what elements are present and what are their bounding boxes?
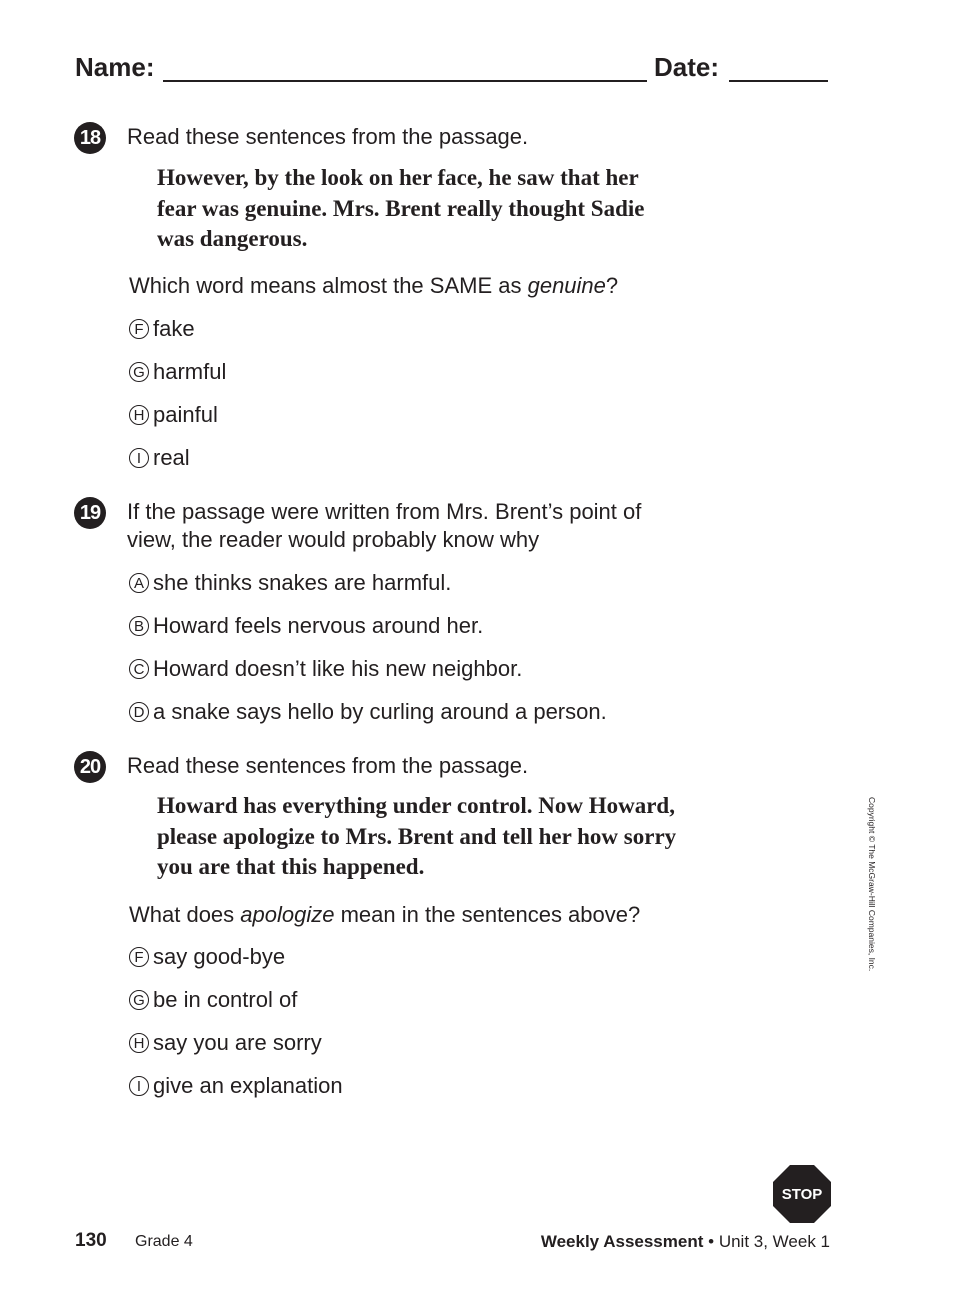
question-19-stem: If the passage were written from Mrs. Brent’s point of view, the reader would probably know why [127, 499, 642, 552]
answer-bubble[interactable]: G [129, 990, 149, 1010]
answer-bubble[interactable]: H [129, 1033, 149, 1053]
header [75, 52, 835, 92]
name-field[interactable] [163, 80, 647, 82]
answer-choice-18-g[interactable]: G harmful [129, 358, 226, 386]
stop-sign-octagon [773, 1165, 831, 1223]
answer-bubble[interactable]: F [129, 947, 149, 967]
footer-assessment: Weekly Assessment • Unit 3, Week 1 [540, 1232, 830, 1251]
question-20-prompt: What does apologize mean in the sentences above? [129, 902, 641, 927]
answer-choice-18-i[interactable]: I real [129, 444, 190, 472]
question-20-stem: Read these sentences from the passage. [127, 753, 529, 778]
answer-bubble[interactable]: D [129, 702, 149, 722]
passage-line: However, by the look on her face, he saw that her [157, 165, 639, 190]
answer-bubble[interactable]: F [129, 319, 149, 339]
answer-bubble[interactable]: A [129, 573, 149, 593]
page-number: 130 [75, 1230, 107, 1251]
passage-line: please apologize to Mrs. Brent and tell her how sorry [157, 823, 677, 849]
question-number-18: 18 [74, 122, 106, 154]
date-field[interactable] [729, 80, 828, 82]
passage-line: you are that this happened. [157, 854, 425, 879]
answer-bubble[interactable]: I [129, 448, 149, 468]
answer-choice-20-i[interactable]: I give an explanation [129, 1072, 343, 1100]
answer-choice-19-c[interactable]: C Howard doesn’t like his new neighbor. [129, 655, 522, 683]
answer-choice-20-h[interactable]: H say you are sorry [129, 1029, 322, 1057]
question-18-passage [157, 163, 644, 255]
answer-choice-20-f[interactable]: F say good-bye [129, 943, 285, 971]
answer-choice-18-f[interactable]: F fake [129, 315, 195, 343]
date-label: Date: [654, 52, 720, 82]
answer-choice-19-a[interactable]: A she thinks snakes are harmful. [129, 569, 451, 597]
passage-line: was dangerous. [157, 226, 308, 251]
answer-choice-19-d[interactable]: D a snake says hello by curling around a person. [129, 698, 607, 726]
passage-line: Howard has everything under control. Now Howard, [157, 793, 675, 818]
answer-bubble[interactable]: H [129, 405, 149, 425]
question-18-stem: Read these sentences from the passage. [127, 124, 529, 149]
question-number-19: 19 [74, 497, 106, 529]
name-label: Name: [75, 52, 155, 82]
answer-bubble[interactable]: I [129, 1076, 149, 1096]
passage-line: fear was genuine. Mrs. Brent really thought Sadie [157, 195, 645, 221]
answer-choice-18-h[interactable]: H painful [129, 401, 218, 429]
question-20-passage [157, 791, 676, 883]
question-18-prompt: Which word means almost the SAME as genuine? [129, 273, 619, 298]
copyright-notice: Copyright © The McGraw-Hill Companies, Inc. [867, 797, 877, 972]
grade-label: Grade 4 [135, 1233, 193, 1250]
answer-bubble[interactable]: G [129, 362, 149, 382]
stop-sign-icon [773, 1165, 831, 1223]
stop-sign-label: STOP [781, 1186, 823, 1203]
answer-choice-19-b[interactable]: B Howard feels nervous around her. [129, 612, 483, 640]
answer-choice-20-g[interactable]: G be in control of [129, 986, 297, 1014]
answer-bubble[interactable]: C [129, 659, 149, 679]
answer-bubble[interactable]: B [129, 616, 149, 636]
question-number-20: 20 [74, 751, 106, 783]
